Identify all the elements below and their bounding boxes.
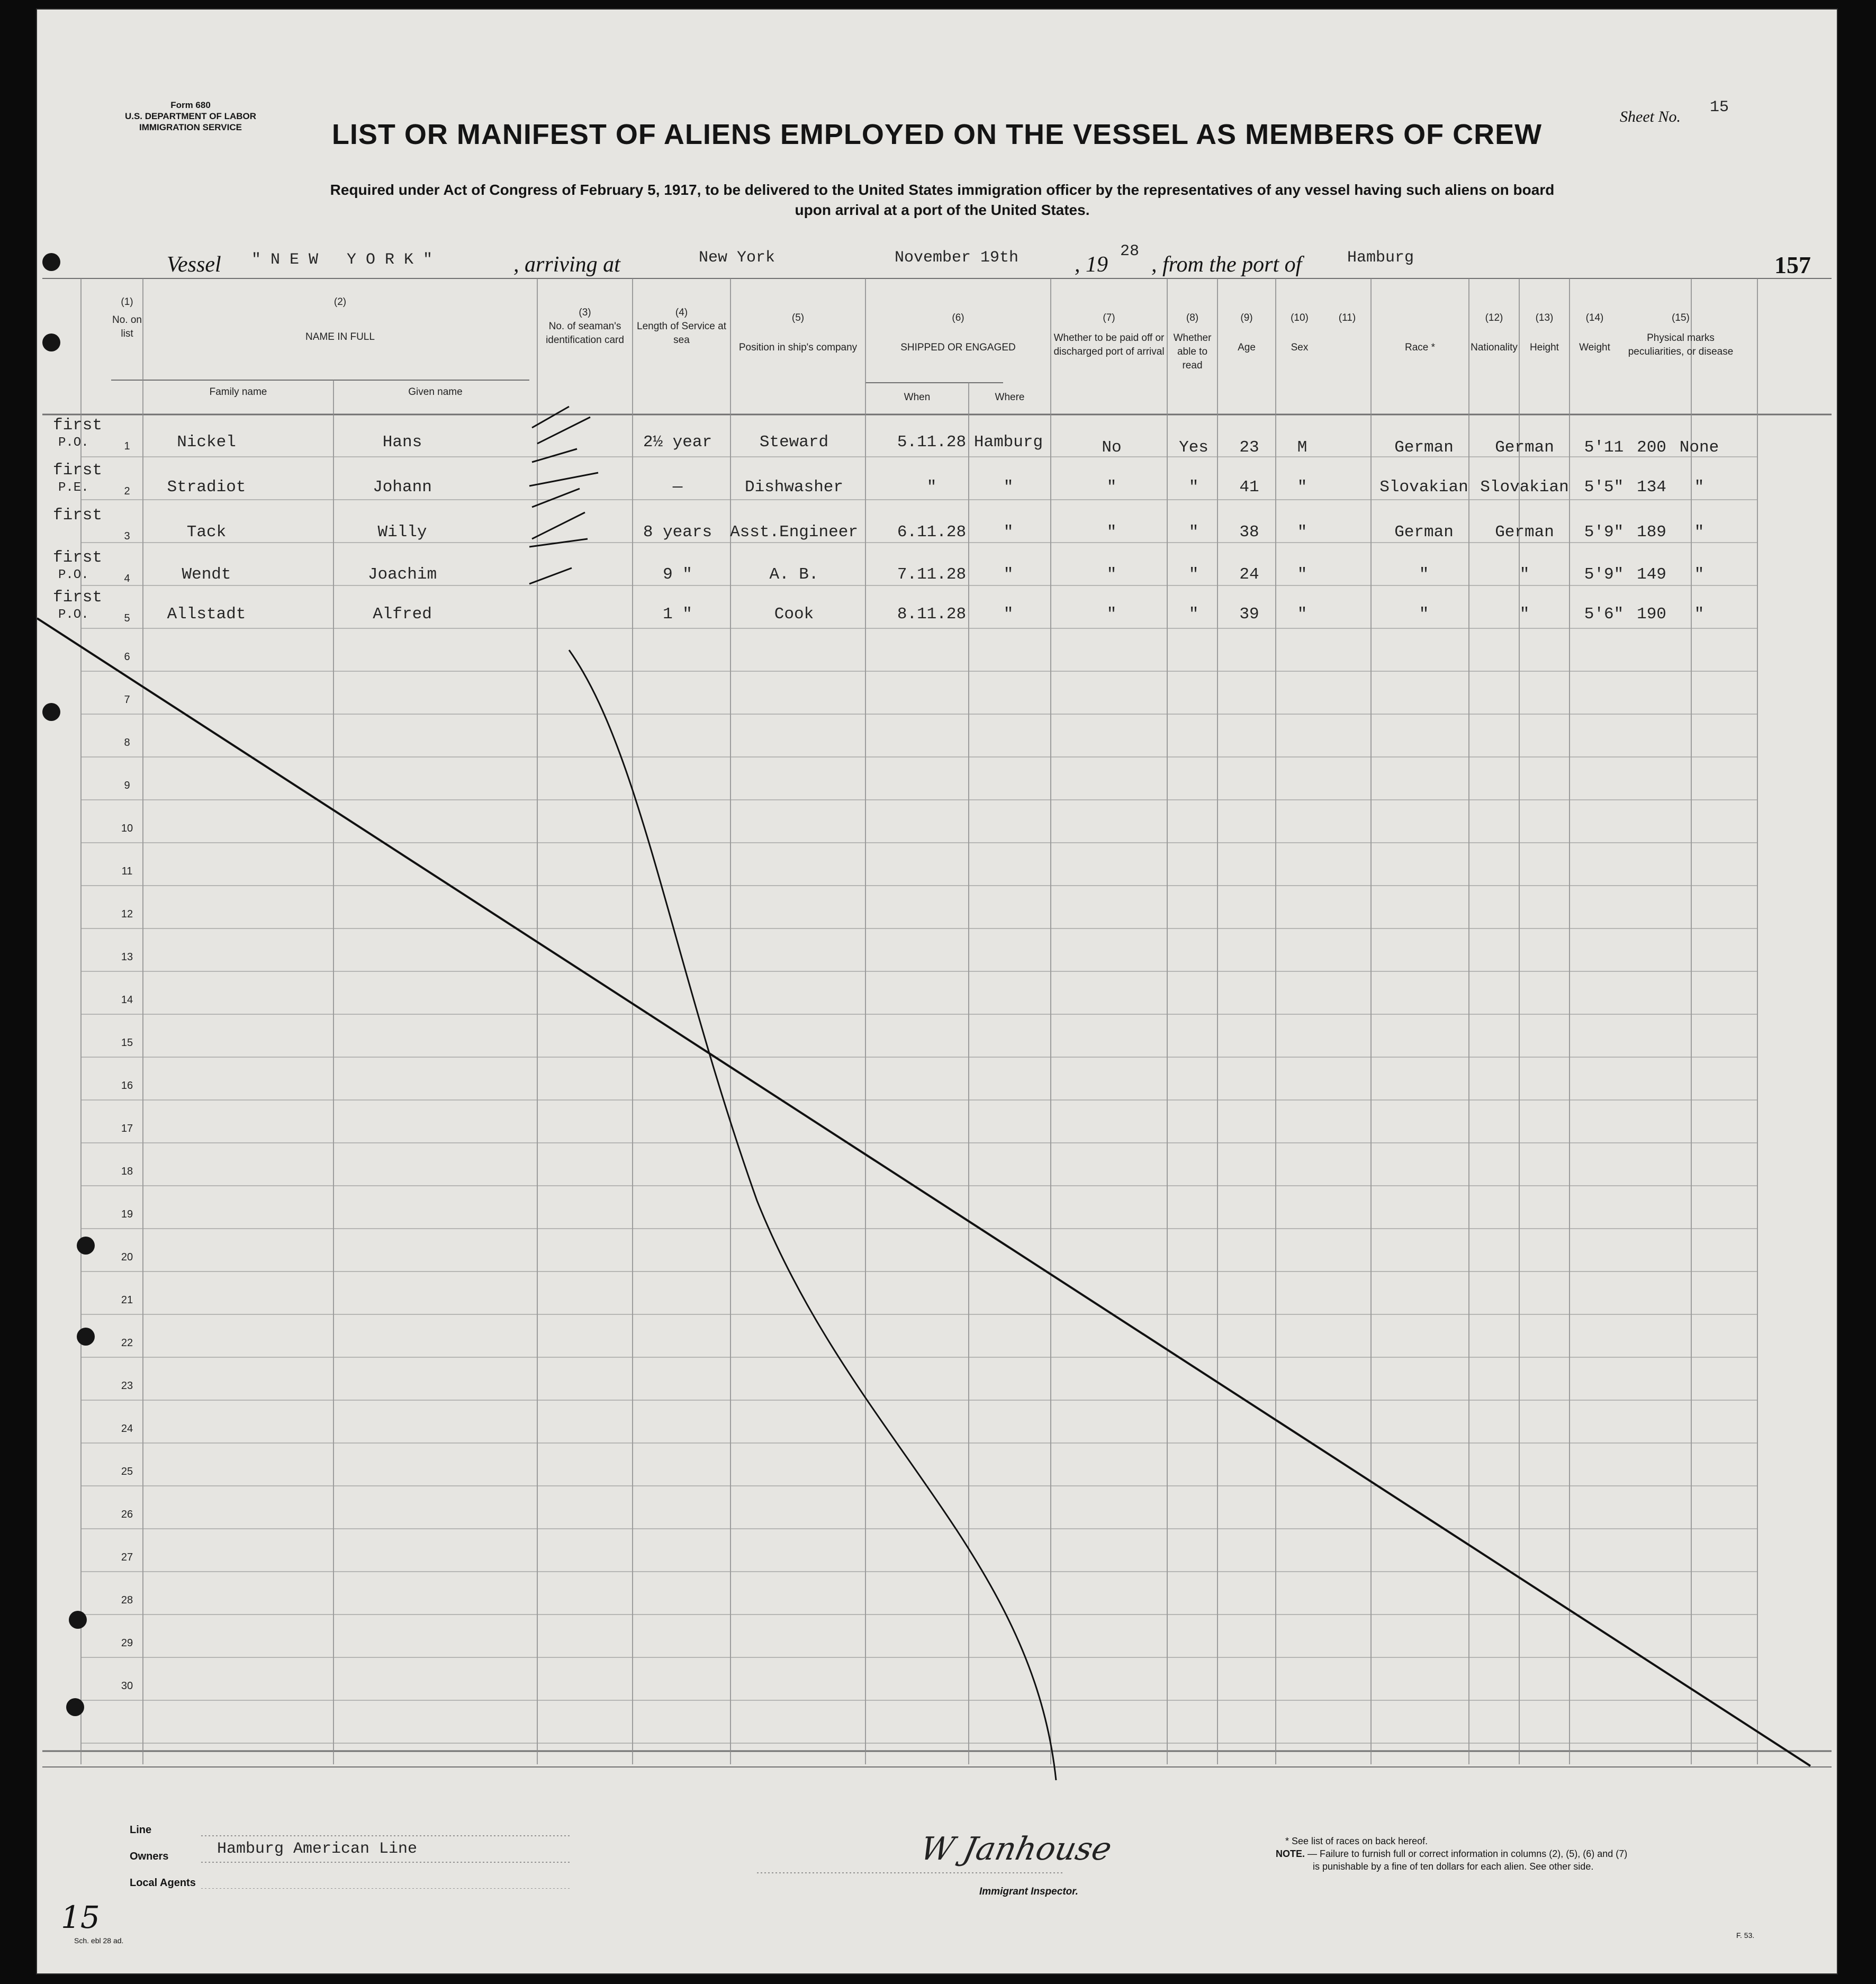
row-number: 19 [121,1209,133,1220]
row-class-mark: first [53,416,103,435]
row-number: 29 [121,1637,133,1649]
owners-label: Owners [130,1851,169,1862]
form-number: Form 680 [170,100,211,110]
age-cell: 38 [1239,523,1259,542]
inspector-label: Immigrant Inspector. [979,1886,1078,1897]
punch-hole [42,703,60,721]
row-number: 13 [121,951,133,963]
row-number: 2 [124,485,130,497]
owners-value: Hamburg American Line [217,1840,418,1858]
local-agents-label: Local Agents [130,1877,196,1889]
vessel-label: Vessel [167,252,221,277]
shipped-when-cell: 6.11.28 [897,523,967,542]
given-name-cell: Hans [382,433,422,452]
row-class-note: P.E. [58,481,89,495]
col-1-header: (1) No. on list [112,296,142,339]
nationality-cell: German [1495,438,1554,457]
row-number: 10 [121,823,133,834]
row-number: 7 [124,694,130,706]
row-number: 16 [121,1080,133,1092]
punch-hole [42,253,60,271]
service-length-cell: 8 years [643,523,712,542]
shipped-where-cell: " [1003,605,1014,624]
service-length-cell: 9 " [663,565,692,584]
given-name-header: Given name [408,386,463,398]
row-class-mark: first [53,588,103,607]
row-number: 30 [121,1680,133,1692]
shipped-when-cell: " [926,478,937,497]
punch-hole [66,1698,84,1716]
nationality-cell: " [1519,605,1530,624]
row-class-mark: first [53,506,103,525]
line-label: Line [130,1824,152,1836]
race-cell: " [1419,565,1429,584]
shipped-where-cell: " [1003,478,1014,497]
weight-cell: 190 [1637,605,1666,624]
row-number: 25 [121,1466,133,1477]
shipped-where-cell: " [1003,523,1014,542]
able-to-read-cell: " [1188,523,1199,542]
subtitle-line-2: upon arrival at a port of the United States. [795,202,1090,218]
given-name-cell: Joachim [367,565,437,584]
signature-rule [757,1868,1075,1878]
family-name-cell: Tack [186,523,227,542]
row-number: 17 [121,1123,133,1134]
able-to-read-cell: " [1188,565,1199,584]
race-cell: German [1394,523,1454,542]
nationality-cell: " [1519,565,1530,584]
footer-notes: * See list of races on back hereof. NOTE. — Failure to furnish full or correct information in columns (2), (5), (6) and (7) is punishable by a fine of ten dollars for each alien. See other side. [1276,1836,1628,1872]
row-number: 9 [124,780,130,791]
race-cell: " [1419,605,1429,624]
height-cell: 5'9" [1584,523,1624,542]
row-number: 27 [121,1552,133,1563]
row-number: 24 [121,1423,133,1435]
position-cell: Dishwasher [744,478,844,497]
weight-cell: 149 [1637,565,1666,584]
shipped-when-header: When [904,392,931,403]
weight-cell: 200 [1637,438,1666,457]
position-cell: Steward [759,433,829,452]
row-number: 1 [124,440,130,452]
paid-off-cell: No [1102,438,1122,457]
sex-cell: " [1297,478,1307,497]
col-5-header: (5) Position in ship's company [738,312,858,353]
physical-marks-cell: None [1679,438,1719,457]
department-name: U.S. DEPARTMENT OF LABOR [124,111,257,121]
arrival-date: November 19th [895,249,1019,267]
row-number: 26 [121,1509,133,1520]
departure-port: Hamburg [1347,249,1414,267]
punch-hole [77,1328,95,1346]
col-14-header: (14) Weight [1579,312,1610,353]
col-11-header: Race * [1404,342,1436,353]
weight-cell: 134 [1637,478,1666,497]
paid-off-cell: " [1106,605,1117,624]
able-to-read-cell: Yes [1179,438,1208,457]
shipped-when-cell: 7.11.28 [897,565,967,584]
inspector-signature: W Janhouse [917,1830,1115,1868]
paid-off-cell: " [1106,523,1117,542]
row-number: 23 [121,1380,133,1392]
col-11-header-num: (11) [1338,312,1356,323]
row-class-note: P.O. [58,568,89,582]
sheet-number-value: 15 [1710,98,1729,116]
physical-marks-cell: " [1694,565,1704,584]
race-cell: Slovakian [1379,478,1468,497]
shipped-where-cell: Hamburg [973,433,1043,452]
page-stamp-number: 157 [1774,251,1811,278]
age-cell: 23 [1239,438,1259,457]
form-code: F. 53. [1736,1931,1755,1940]
sex-cell: M [1297,438,1307,457]
row-class-note: P.O. [58,608,89,622]
row-number: 6 [124,651,130,663]
shipped-when-cell: 5.11.28 [897,433,967,452]
col-13-header: (13) Height [1530,312,1559,353]
col-2-header: (2) NAME IN FULL [305,296,375,342]
service-length-cell: 2½ year [643,433,712,452]
family-name-cell: Allstadt [167,605,246,624]
year-prefix: , 19 [1075,252,1108,277]
service-length-cell: 1 " [663,605,692,624]
subtitle-line-1: Required under Act of Congress of February 5, 1917, to be delivered to the United States immigration officer by the representatives of any vessel having such aliens on board [330,182,1555,198]
row-number: 18 [121,1166,133,1177]
shipped-where-cell: " [1003,565,1014,584]
family-name-cell: Wendt [182,565,231,584]
row-number: 20 [121,1251,133,1263]
paid-off-cell: " [1106,565,1117,584]
height-cell: 5'6" [1584,605,1624,624]
arriving-port: New York [699,249,775,267]
height-cell: 5'11 [1584,438,1624,457]
arriving-label: , arriving at [513,252,620,277]
row-number: 14 [121,994,133,1006]
weight-cell: 189 [1637,523,1666,542]
punch-hole [69,1611,87,1629]
row-number: 4 [124,573,130,584]
punch-hole [77,1237,95,1255]
paid-off-cell: " [1106,478,1117,497]
nationality-cell: German [1495,523,1554,542]
page-title: LIST OR MANIFEST OF ALIENS EMPLOYED ON THE VESSEL AS MEMBERS OF CREW [331,119,1543,150]
age-cell: 24 [1239,565,1259,584]
col-9-header: (9) Age [1238,312,1256,353]
col-4-header: (4) Length of Service at sea [637,307,726,346]
row-class-mark: first [53,548,103,567]
sex-cell: " [1297,605,1307,624]
row-class-mark: first [53,461,103,480]
height-cell: 5'9" [1584,565,1624,584]
row-class-note: P.O. [58,436,89,450]
age-cell: 41 [1239,478,1259,497]
year-suffix: 28 [1120,242,1140,260]
col-10-header: (10) Sex [1291,312,1309,353]
race-cell: German [1394,438,1454,457]
col-3-header: (3) No. of seaman's identification card [546,307,624,346]
row-number: 3 [124,530,130,542]
col-8-header: (8) Whether able to read [1173,312,1212,371]
col-7-header: (7) Whether to be paid off or discharged port of arrival [1053,312,1165,357]
given-name-cell: Alfred [373,605,432,624]
sex-cell: " [1297,523,1307,542]
row-number: 21 [121,1294,133,1306]
family-name-header: Family name [209,386,267,398]
row-number: 8 [124,737,130,748]
manifest-sheet [37,10,1837,1973]
service-name: IMMIGRATION SERVICE [139,122,242,132]
family-name-cell: Nickel [177,433,236,452]
col-15-header: (15) Physical marks peculiarities, or disease [1628,312,1734,357]
physical-marks-cell: " [1694,605,1704,624]
able-to-read-cell: " [1188,605,1199,624]
row-number: 5 [124,612,130,624]
given-name-cell: Johann [373,478,432,497]
schedule-code: Sch. ebl 28 ad. [74,1936,124,1945]
physical-marks-cell: " [1694,523,1704,542]
row-number: 11 [121,865,133,877]
col-6-header: (6) SHIPPED OR ENGAGED [900,312,1016,353]
sheet-number-label: Sheet No. [1620,108,1681,125]
age-cell: 39 [1239,605,1259,624]
row-number: 15 [121,1037,133,1049]
able-to-read-cell: " [1188,478,1199,497]
margin-handwritten-number: 15 [61,1899,100,1935]
physical-marks-cell: " [1694,478,1704,497]
position-cell: A. B. [769,565,819,584]
punch-hole [42,333,60,351]
nationality-cell: Slovakian [1480,478,1569,497]
footer-rule-lines [159,1830,582,1889]
col-12-header: (12) Nationality [1471,312,1518,353]
position-cell: Cook [774,605,814,624]
row-number: 22 [121,1337,133,1349]
row-number: 28 [121,1594,133,1606]
port-label: , from the port of [1151,252,1302,277]
vessel-name: " N E W Y O R K " [251,251,433,269]
row-number: 12 [121,908,133,920]
service-length-cell: — [672,478,683,497]
given-name-cell: Willy [377,523,427,542]
shipped-when-cell: 8.11.28 [897,605,967,624]
sex-cell: " [1297,565,1307,584]
position-cell: Asst.Engineer [730,523,858,542]
family-name-cell: Stradiot [167,478,246,497]
height-cell: 5'5" [1584,478,1624,497]
shipped-where-header: Where [995,392,1025,403]
